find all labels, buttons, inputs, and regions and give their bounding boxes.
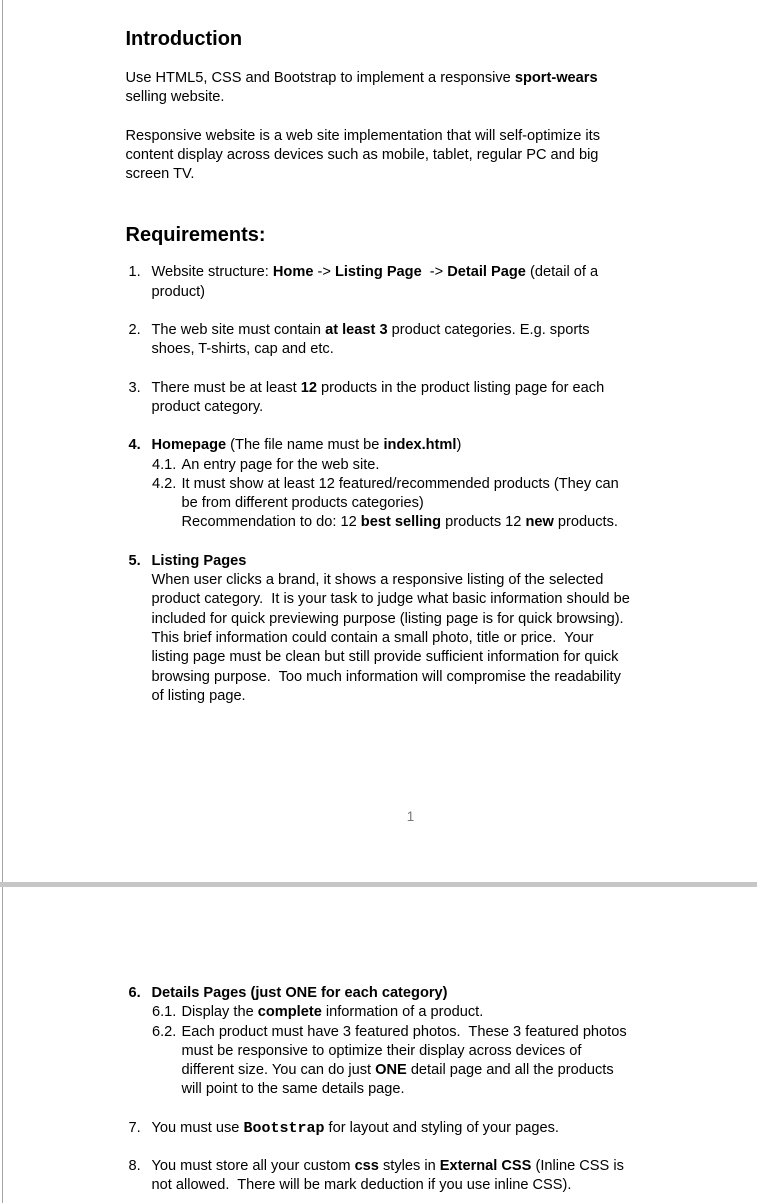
list-item	[126, 436, 757, 455]
text-segment: )	[456, 437, 462, 454]
page-1-content	[3, 0, 757, 706]
text-segment: There must be at least	[151, 379, 301, 396]
list-item	[126, 263, 757, 302]
paragraph	[126, 127, 757, 185]
text-line	[152, 1176, 757, 1195]
list-item	[126, 321, 757, 360]
list-item	[126, 1157, 757, 1196]
text-line	[182, 1080, 757, 1099]
text-segment: Detail Page	[447, 264, 526, 281]
text-line	[152, 668, 757, 687]
text-segment: listing page must be clean but still provide sufficient information for quick	[151, 649, 619, 666]
text-line	[182, 1061, 757, 1080]
text-line	[152, 340, 757, 359]
section-heading: Introduction	[125, 28, 243, 50]
text-segment: 12	[300, 379, 317, 396]
text-segment: product)	[151, 283, 206, 300]
text-line	[152, 263, 757, 282]
text-segment: for layout and styling of your pages.	[324, 1119, 559, 1136]
list-marker: 7.	[128, 1119, 141, 1136]
text-segment: Responsive website is a web site implementation that will self-optimize its	[125, 127, 600, 144]
text-segment: Listing Page	[334, 264, 422, 281]
list-item	[126, 1003, 757, 1022]
list-marker: 4.2.	[152, 475, 177, 492]
text-segment: This brief information could contain a small photo, title or price. Your	[151, 629, 594, 646]
text-line	[152, 984, 757, 1003]
text-line	[182, 456, 757, 475]
text-line	[182, 1023, 757, 1042]
text-segment: new	[525, 514, 554, 531]
text-line	[126, 88, 757, 107]
text-line	[152, 629, 757, 648]
page-1	[2, 0, 757, 882]
text-segment: be from different products categories)	[181, 495, 424, 512]
list-item	[126, 456, 757, 475]
text-segment: Website structure:	[151, 264, 273, 281]
text-segment: ->	[421, 264, 448, 281]
page-number: 1	[406, 809, 415, 824]
text-segment: must be responsive to optimize their display across devices of	[181, 1042, 582, 1059]
text-segment: Display the	[181, 1004, 258, 1021]
text-line	[152, 398, 757, 417]
text-segment: selling website.	[125, 89, 225, 106]
text-segment: product categories. E.g. sports	[387, 322, 590, 339]
list-marker: 6.2.	[152, 1023, 177, 1040]
page-2	[2, 887, 757, 1203]
text-line	[152, 321, 757, 340]
text-line	[152, 552, 757, 571]
text-line	[152, 436, 757, 455]
text-line	[182, 1003, 757, 1022]
text-segment: External CSS	[439, 1158, 532, 1175]
text-segment: Homepage	[151, 437, 227, 454]
list-item	[126, 984, 757, 1003]
text-segment: product category. It is your task to judge what basic information should be	[151, 591, 630, 608]
text-segment: included for quick previewing purpose (listing page is for quick browsing).	[151, 610, 624, 627]
list-marker: 5.	[128, 552, 141, 569]
text-segment: Home	[272, 264, 314, 281]
text-segment: Recommendation to do: 12	[181, 514, 361, 531]
text-segment: content display across devices such as mobile, tablet, regular PC and big	[125, 146, 599, 163]
list-marker: 6.	[128, 985, 141, 1001]
list-marker: 6.1.	[152, 1004, 177, 1021]
paragraph	[126, 69, 757, 108]
text-segment: at least 3	[325, 322, 388, 339]
text-line	[152, 648, 757, 667]
text-line	[126, 69, 757, 88]
list-marker: 4.1.	[152, 456, 177, 473]
text-segment: information of a product.	[321, 1004, 484, 1021]
text-segment: index.html	[383, 437, 457, 454]
text-segment: browsing purpose. Too much information will compromise the readability	[151, 668, 621, 685]
text-segment: of listing page.	[151, 687, 246, 704]
text-segment: screen TV.	[125, 166, 195, 183]
text-line	[152, 1119, 757, 1138]
text-segment: The web site must contain	[151, 322, 326, 339]
text-segment: products in the product listing page for each	[317, 379, 605, 396]
text-segment: (detail of a	[525, 264, 599, 281]
text-segment: When user clicks a brand, it shows a responsive listing of the selected	[151, 572, 604, 589]
text-segment: complete	[257, 1004, 322, 1021]
list-marker: 2.	[128, 322, 141, 339]
text-line	[152, 687, 757, 706]
text-segment: styles in	[378, 1158, 440, 1175]
text-segment: css	[354, 1158, 379, 1175]
text-segment: detail page and all the products	[406, 1062, 614, 1079]
list-marker: 3.	[128, 379, 141, 396]
list-item	[126, 1023, 757, 1100]
text-segment: (The file name must be	[226, 437, 384, 454]
text-line	[126, 165, 757, 184]
text-segment: It must show at least 12 featured/recommended products (They can	[181, 475, 619, 492]
text-segment: not allowed. There will be mark deduction if you use inline CSS).	[151, 1177, 572, 1194]
text-line	[126, 127, 757, 146]
list-marker: 4.	[128, 437, 141, 454]
list-item	[126, 1119, 757, 1138]
text-segment: Bootstrap	[243, 1119, 325, 1137]
text-line	[182, 513, 757, 532]
text-segment: best selling	[360, 514, 442, 531]
text-segment: Details Pages (just ONE for each category)	[151, 985, 448, 1001]
text-line	[152, 610, 757, 629]
text-line	[152, 571, 757, 590]
text-segment: sport-wears	[514, 70, 598, 86]
text-line	[126, 146, 757, 165]
text-segment: product category.	[151, 398, 264, 415]
list-item	[126, 475, 757, 533]
text-segment: Listing Pages	[151, 552, 247, 569]
text-segment: You must use	[151, 1119, 244, 1136]
text-segment: ->	[313, 264, 335, 281]
text-line	[152, 379, 757, 398]
text-segment: will point to the same details page.	[181, 1081, 405, 1098]
text-segment: Each product must have 3 featured photos. These 3 featured photos	[181, 1023, 627, 1040]
text-line	[152, 283, 757, 302]
text-segment: ONE	[375, 1062, 407, 1079]
text-segment: products.	[553, 514, 618, 531]
text-segment: products 12	[441, 514, 526, 531]
text-segment: An entry page for the web site.	[181, 456, 380, 473]
list-marker: 8.	[128, 1158, 141, 1175]
list-marker: 1.	[128, 264, 141, 281]
list-item	[126, 379, 757, 418]
text-line	[152, 590, 757, 609]
page-2-content	[3, 887, 757, 1196]
text-segment: different size. You can do just	[181, 1062, 376, 1079]
list-item	[126, 552, 757, 706]
section-heading: Requirements:	[125, 224, 266, 247]
text-segment: Use HTML5, CSS and Bootstrap to implement a responsive	[125, 70, 515, 86]
text-line	[182, 494, 757, 513]
text-line	[152, 1157, 757, 1176]
text-line	[182, 1042, 757, 1061]
text-segment: You must store all your custom	[151, 1158, 355, 1175]
text-line	[182, 475, 757, 494]
text-segment: (Inline CSS is	[531, 1158, 624, 1175]
text-segment: shoes, T-shirts, cap and etc.	[151, 341, 334, 358]
